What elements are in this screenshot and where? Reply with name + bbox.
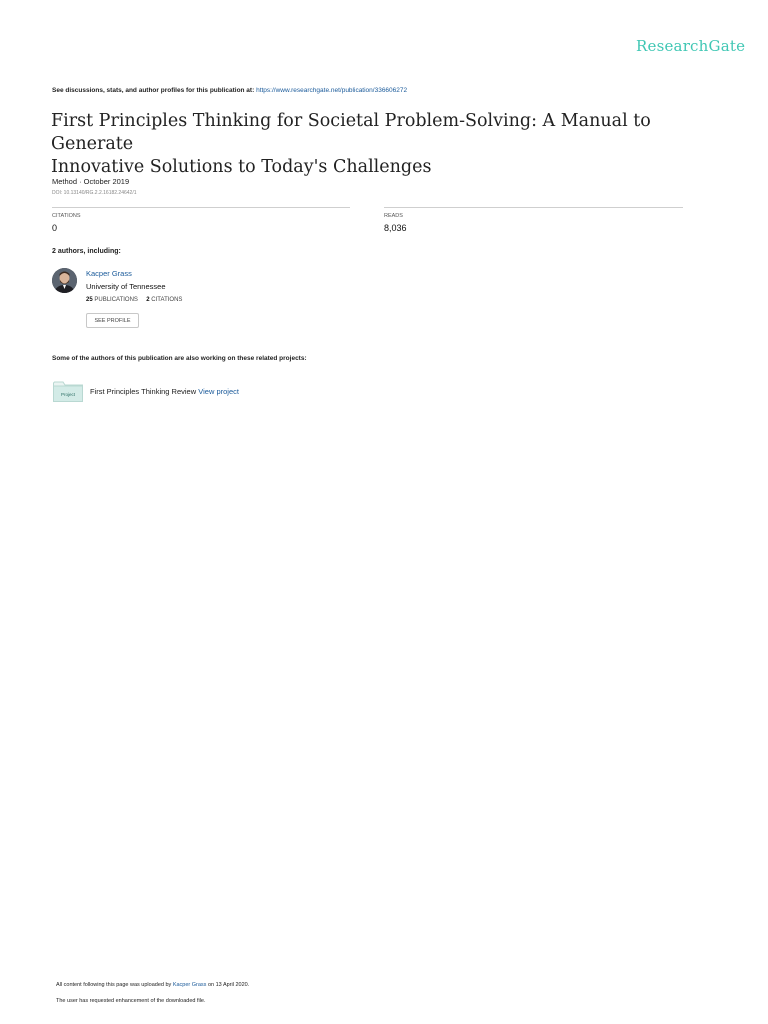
see-profile-button[interactable]: SEE PROFILE xyxy=(86,313,139,328)
project-name: First Principles Thinking Review xyxy=(90,387,197,396)
publication-url-link[interactable]: https://www.researchgate.net/publication/336606272 xyxy=(256,87,408,94)
discussions-line xyxy=(52,87,407,94)
reads-divider xyxy=(384,207,683,208)
publication-doi: DOI: 10.13140/RG.2.2.16182.24642/1 xyxy=(52,190,137,196)
upload-note xyxy=(56,982,249,988)
title-line-1: First Principles Thinking for Societal Problem-Solving: A Manual to Generate xyxy=(51,111,651,154)
reads-label: READS xyxy=(384,213,403,219)
author-name-link[interactable]: Kacper Grass xyxy=(86,269,132,278)
citations-value: 0 xyxy=(52,223,58,233)
project-entry xyxy=(90,387,239,396)
view-project-link[interactable]: View project xyxy=(198,387,239,396)
author-stats xyxy=(86,297,182,303)
author-institution: University of Tennessee xyxy=(86,282,166,291)
upload-note-prefix: All content following this page was uploaded by xyxy=(56,982,172,988)
publication-title xyxy=(51,110,731,179)
authors-heading: 2 authors, including: xyxy=(52,248,121,255)
upload-note-suffix: on 13 April 2020. xyxy=(207,982,250,988)
discussions-text: See discussions, stats, and author profiles for this publication at: xyxy=(52,87,255,94)
citations-divider xyxy=(52,207,350,208)
author-publications-label: PUBLICATIONS xyxy=(94,297,138,303)
title-line-2: Innovative Solutions to Today's Challenges xyxy=(51,157,432,177)
author-avatar[interactable] xyxy=(52,268,77,293)
related-projects-heading: Some of the authors of this publication are also working on these related projects: xyxy=(52,355,307,362)
project-icon-label: Project xyxy=(60,392,76,397)
citations-label: CITATIONS xyxy=(52,213,81,219)
enhancement-note: The user has requested enhancement of the downloaded file. xyxy=(56,998,206,1004)
folder-icon xyxy=(53,380,83,402)
publication-type-date: Method · October 2019 xyxy=(52,177,130,186)
avatar-image xyxy=(52,268,77,293)
author-citations-label: CITATIONS xyxy=(151,297,183,303)
author-citations-count: 2 xyxy=(146,297,150,303)
reads-value: 8,036 xyxy=(384,223,407,233)
uploader-link[interactable]: Kacper Grass xyxy=(172,982,207,988)
researchgate-logo[interactable]: ResearchGate xyxy=(636,37,746,55)
author-publications-count: 25 xyxy=(86,297,93,303)
project-folder-icon[interactable] xyxy=(53,380,83,402)
